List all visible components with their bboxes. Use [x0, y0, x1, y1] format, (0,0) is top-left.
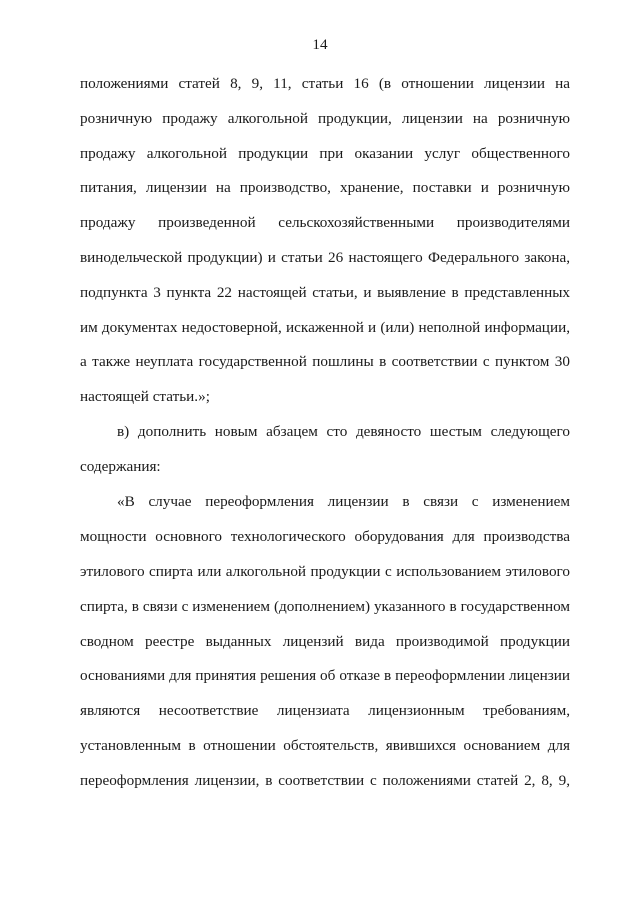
text-line: продажу произведенной сельскохозяйственными производителями — [80, 214, 570, 231]
text-line: в) дополнить новым абзацем сто девяносто шестым следующего — [117, 423, 570, 440]
text-line: являются несоответствие лицензиата лицензионным требованиям, — [80, 702, 570, 719]
text-line: спирта, в связи с изменением (дополнением) указанного в государственном — [80, 598, 570, 615]
text-line: питания, лицензии на производство, хранение, поставки и розничную — [80, 179, 570, 196]
text-line: им документах недостоверной, искаженной и (или) неполной информации, — [80, 319, 570, 336]
text-line: мощности основного технологического оборудования для производства — [80, 528, 570, 545]
text-line: переоформления лицензии, в соответствии с положениями статей 2, 8, 9, — [80, 772, 570, 789]
text-line: розничную продажу алкогольной продукции, лицензии на розничную — [80, 110, 570, 127]
page-number: 14 — [312, 36, 328, 53]
text-line: этилового спирта или алкогольной продукции с использованием этилового — [80, 563, 570, 580]
text-line: содержания: — [80, 458, 161, 475]
text-line: сводном реестре выданных лицензий вида производимой продукции — [80, 633, 570, 650]
text-line: установленным в отношении обстоятельств, явившихся основанием для — [80, 737, 570, 754]
text-line: положениями статей 8, 9, 11, статьи 16 (в отношении лицензии на — [80, 75, 570, 92]
text-line: «В случае переоформления лицензии в связи с изменением — [117, 493, 570, 510]
text-line: настоящей статьи.»; — [80, 388, 210, 405]
text-line: продажу алкогольной продукции при оказании услуг общественного — [80, 145, 570, 162]
text-line: винодельческой продукции) и статьи 26 настоящего Федерального закона, — [80, 249, 570, 266]
text-line: основаниями для принятия решения об отказе в переоформлении лицензии — [80, 667, 570, 684]
text-line: подпункта 3 пункта 22 настоящей статьи, и выявление в представленных — [80, 284, 570, 301]
text-line: а также неуплата государственной пошлины в соответствии с пунктом 30 — [80, 353, 570, 370]
